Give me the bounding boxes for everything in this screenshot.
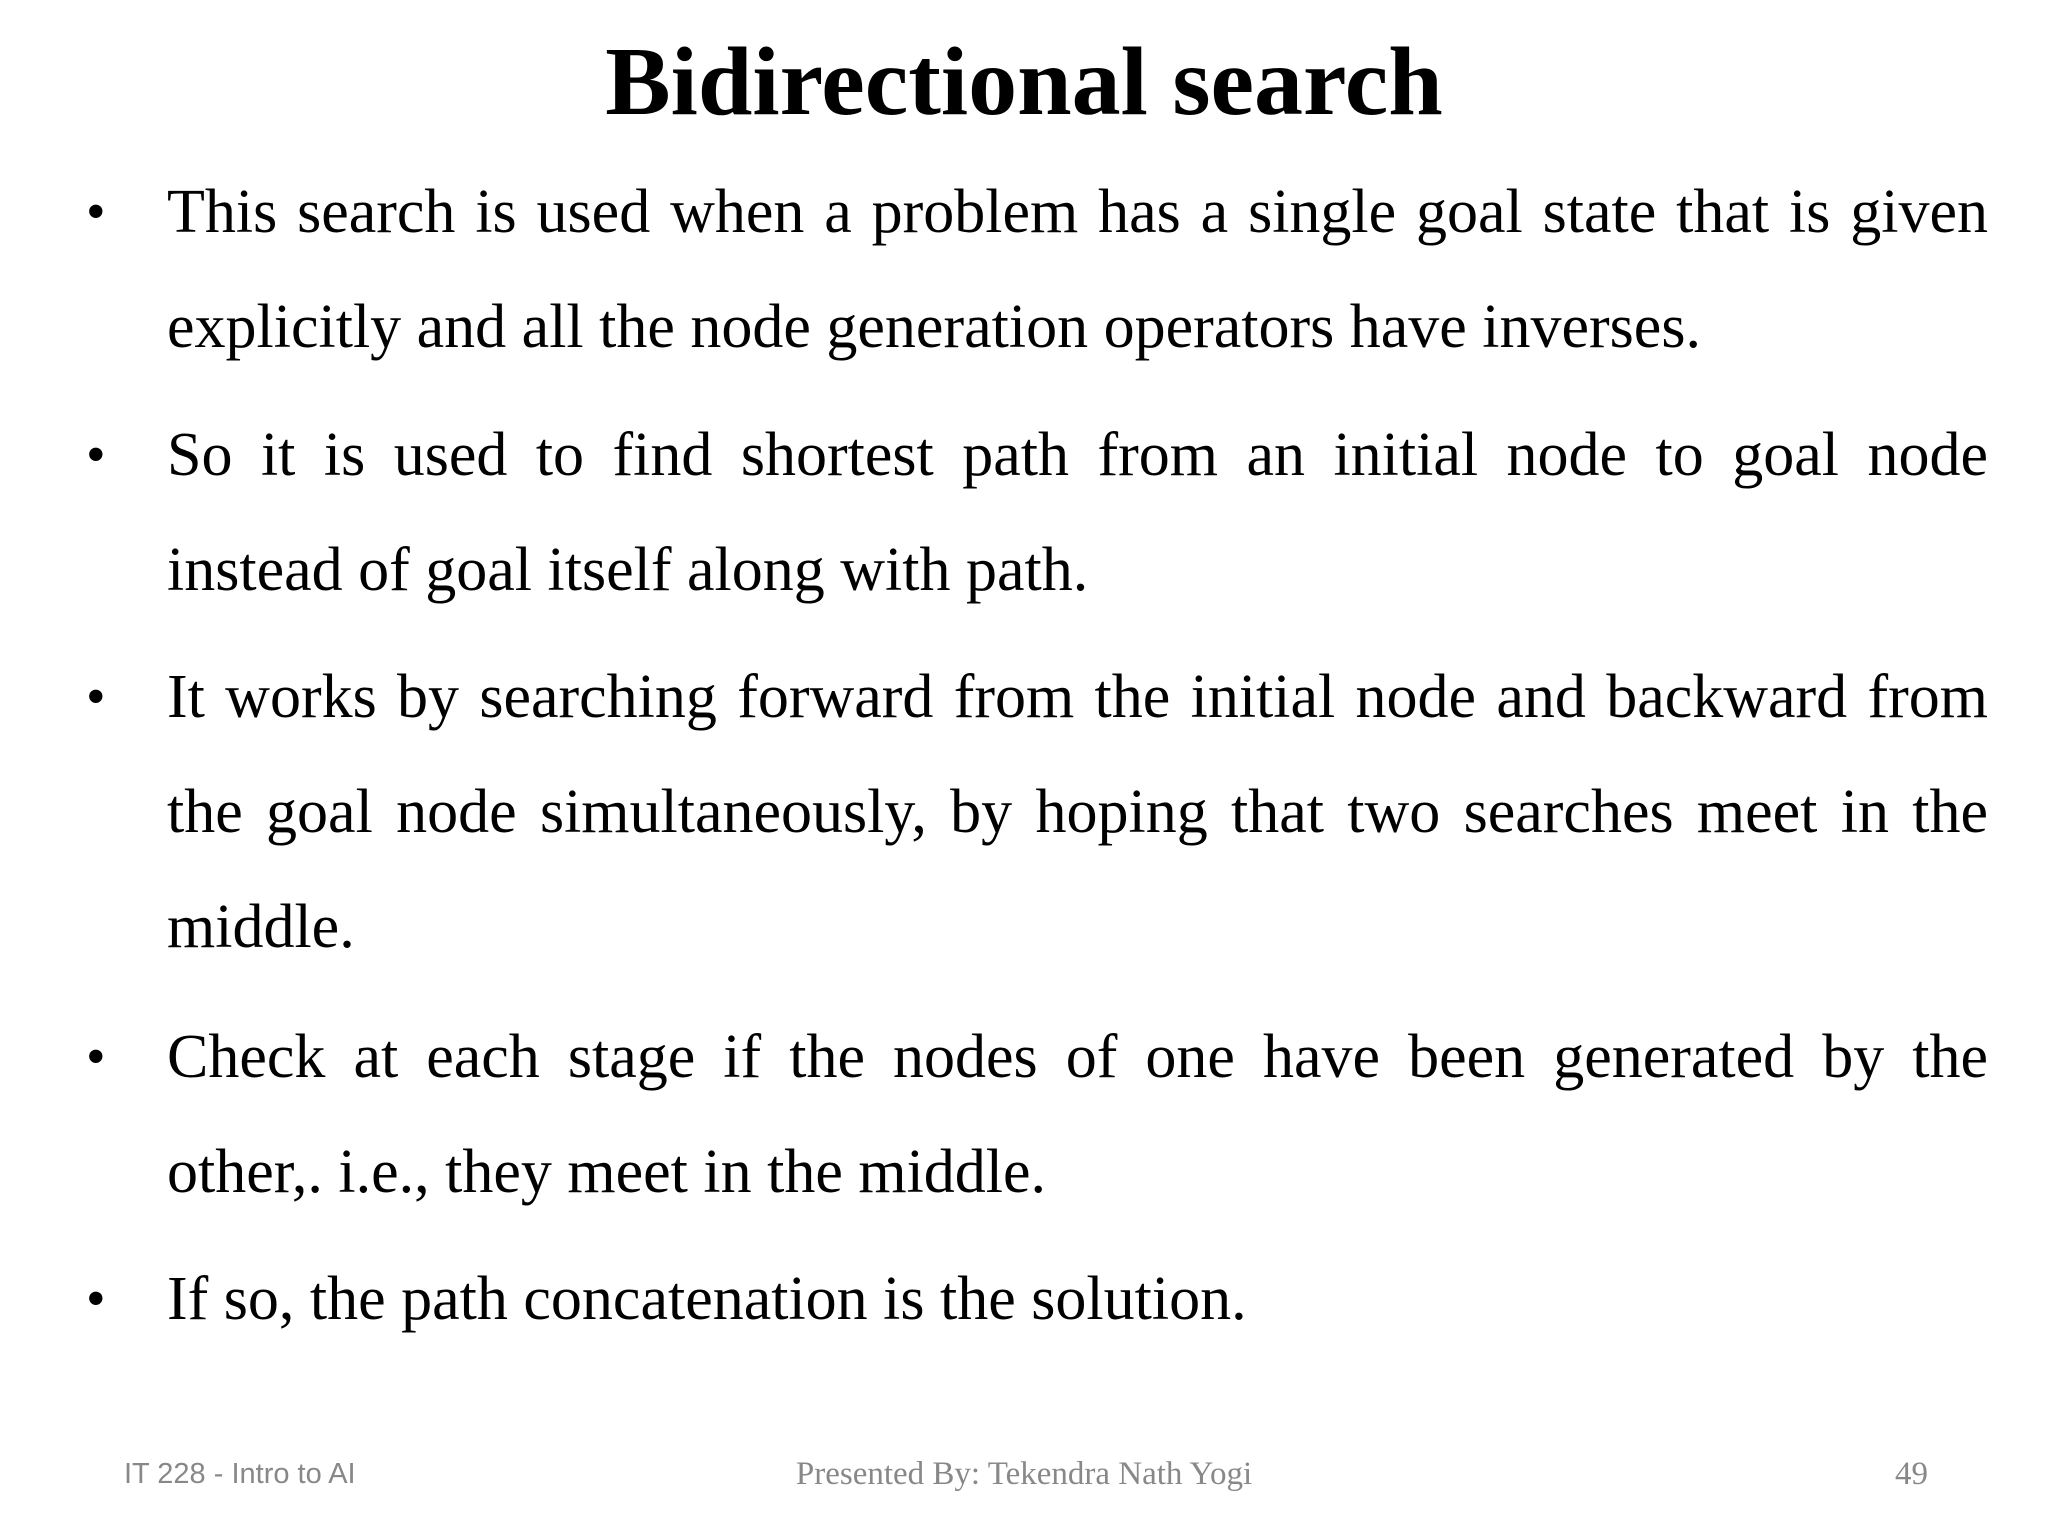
footer-course: IT 228 - Intro to AI [124, 1458, 356, 1490]
bullet-text: This search is used when a problem has a single goal state that is given explicitly and all the node generation operators have inverses. [167, 178, 1988, 361]
bullet-text: So it is used to find shortest path from an initial node to goal node instead of goal itself along with path. [167, 421, 1988, 604]
bullet-icon: • [86, 1026, 106, 1088]
footer-presenter: Presented By: Tekendra Nath Yogi [795, 1456, 1253, 1492]
slide-title: Bidirectional search [605, 28, 1443, 136]
bullet-icon: • [86, 666, 106, 728]
bullet-text: Check at each stage if the nodes of one have been generated by the other,. i.e., they meet in the middle. [167, 1023, 1988, 1206]
bullet-text: It works by searching forward from the initial node and backward from the goal node simultaneously, by hoping that two searches meet in the middle. [167, 663, 1988, 961]
bullet-icon: • [86, 1268, 106, 1330]
bullet-icon: • [86, 424, 106, 486]
page-number: 49 [1895, 1456, 1928, 1492]
bullet-text: If so, the path concatenation is the solution. [167, 1265, 1247, 1333]
bullet-icon: • [86, 181, 106, 243]
